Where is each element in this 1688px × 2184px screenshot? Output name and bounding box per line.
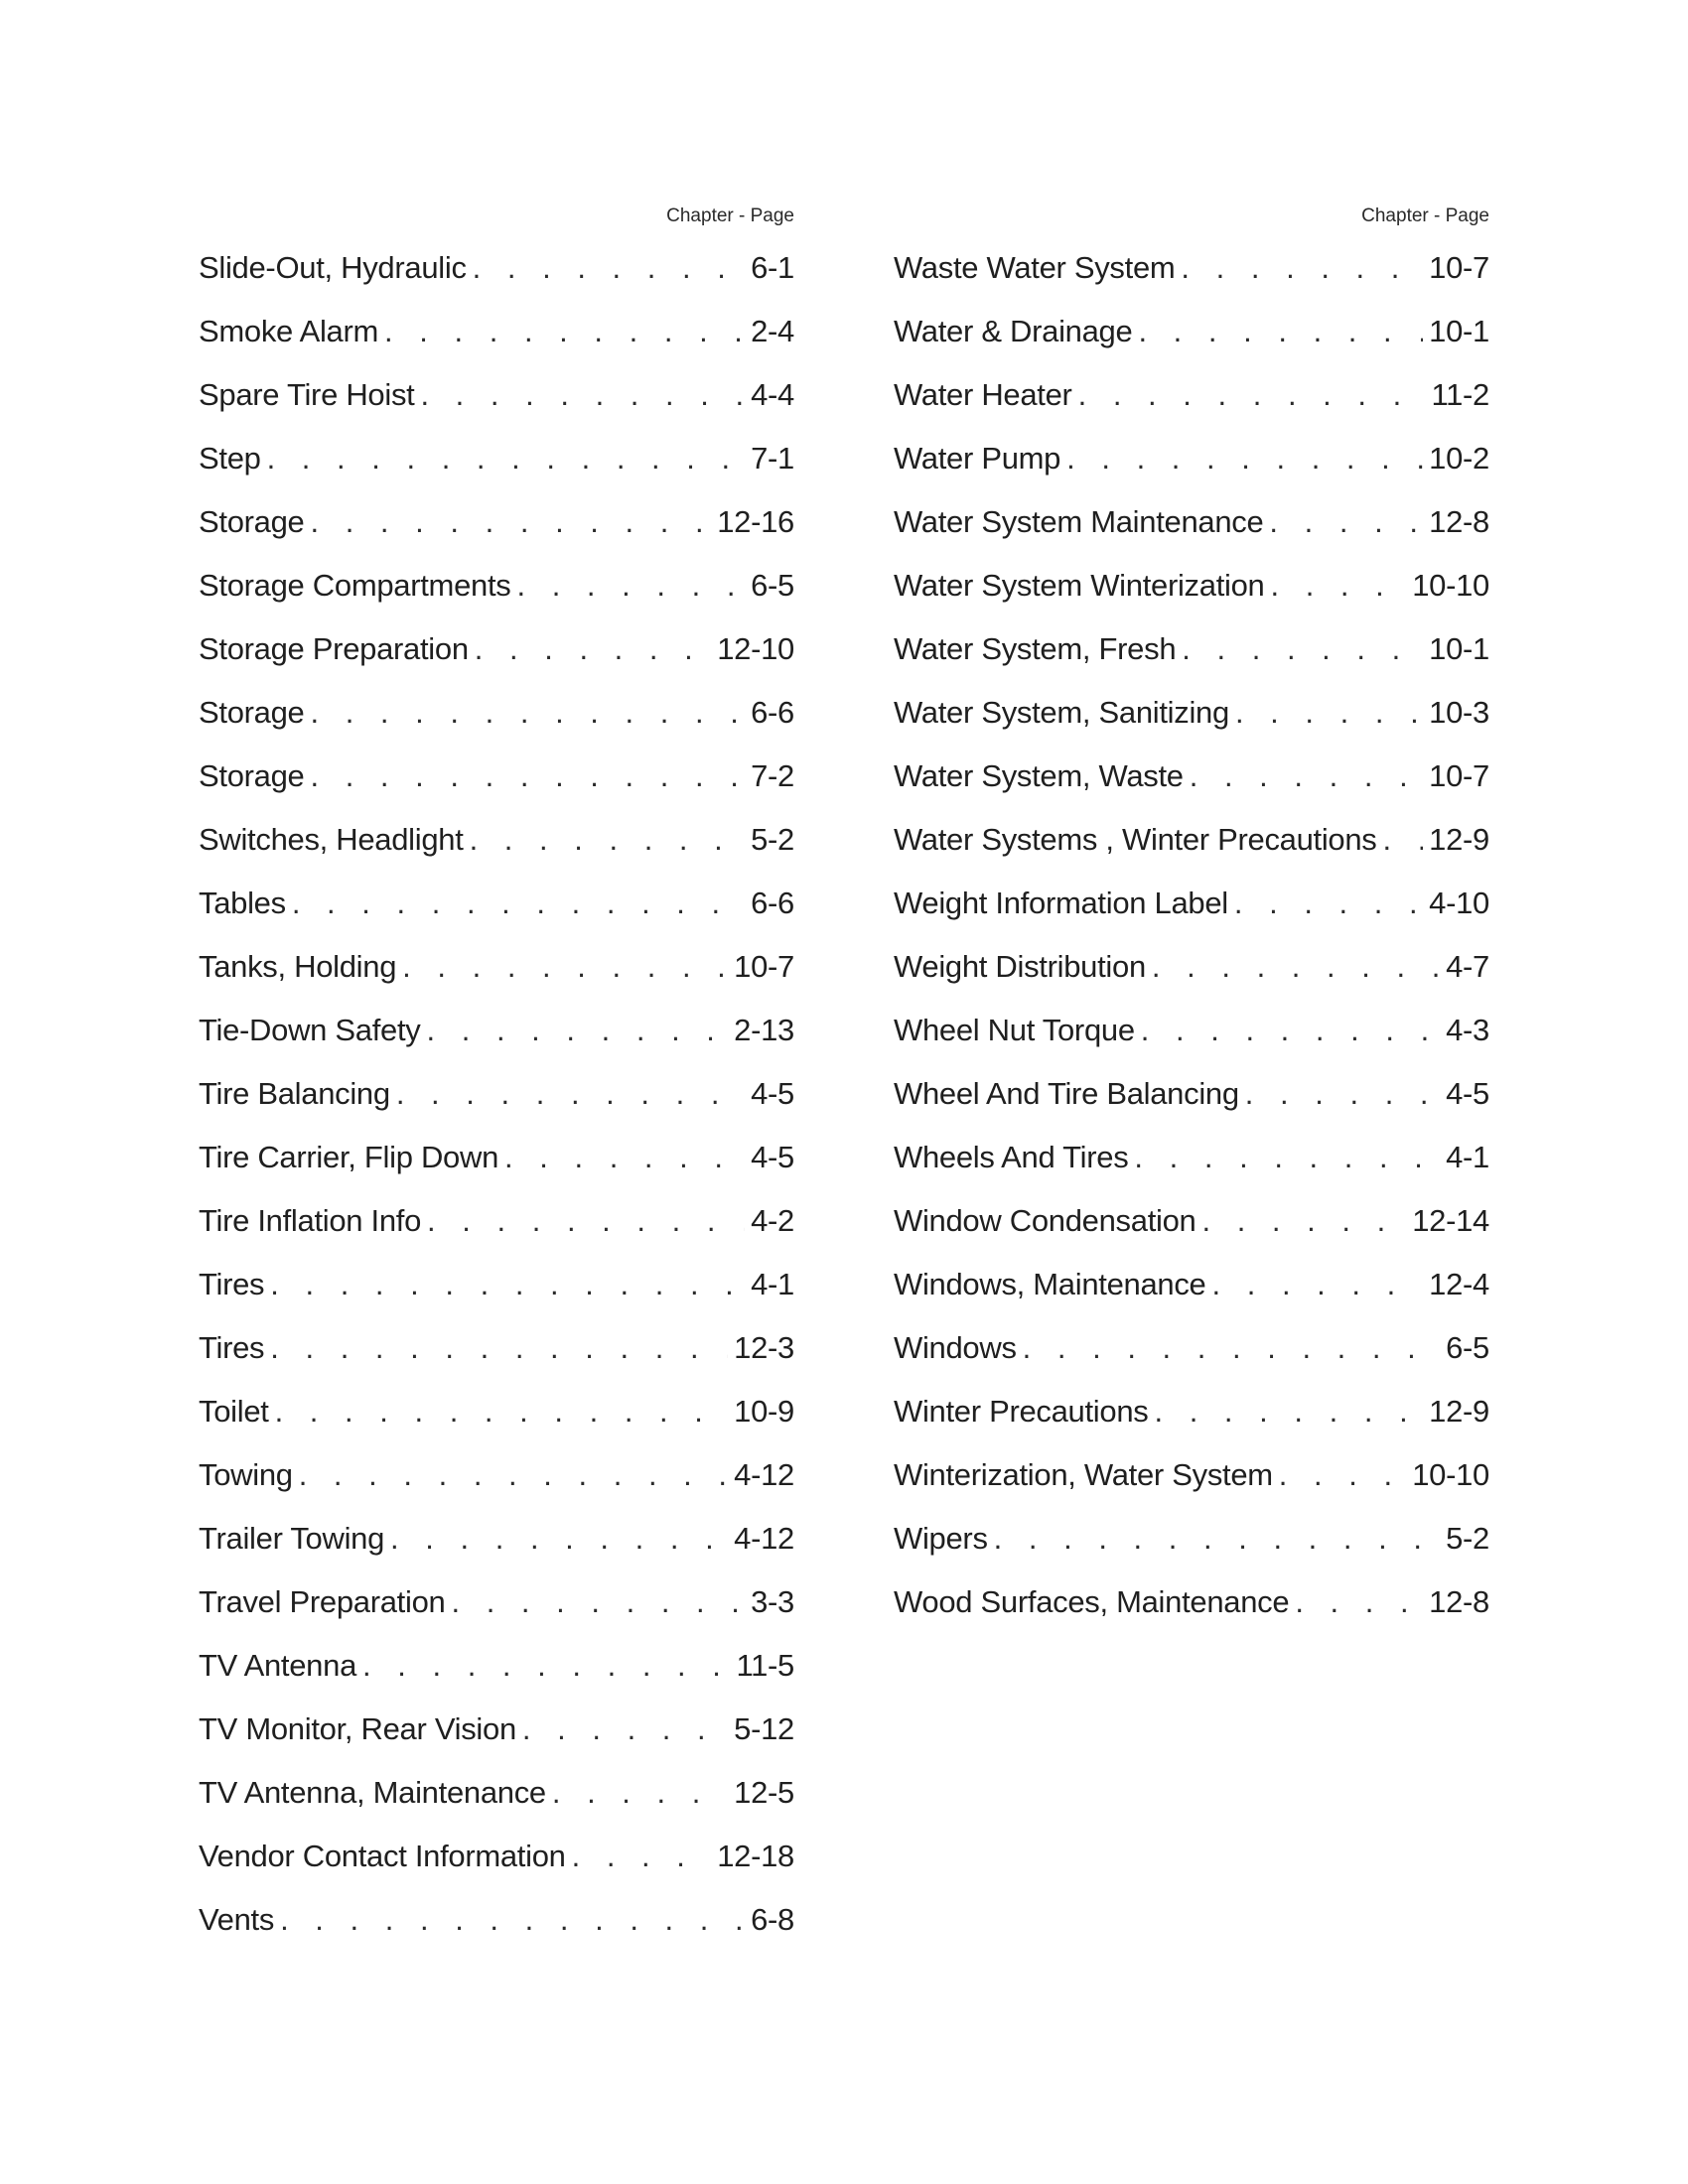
index-page-number: 4-4 — [751, 377, 794, 412]
index-page-number: 4-12 — [734, 1521, 794, 1556]
index-page-number: 4-1 — [751, 1267, 794, 1301]
index-page-number: 5-2 — [1446, 1521, 1489, 1556]
index-term: Water System Winterization — [894, 568, 1265, 603]
dot-leader — [310, 681, 745, 745]
index-term: Tire Inflation Info — [199, 1203, 422, 1238]
dot-leader — [473, 236, 745, 300]
index-term: Weight Distribution — [894, 949, 1146, 984]
index-page-number: 5-12 — [734, 1711, 794, 1746]
index-term: Tie-Down Safety — [199, 1013, 421, 1047]
index-entry — [894, 1570, 1489, 1634]
index-term: Windows — [894, 1330, 1017, 1365]
index-term: Storage — [199, 695, 305, 730]
index-entry — [199, 1570, 794, 1634]
index-entry-list — [894, 236, 1489, 1634]
index-term: Weight Information Label — [894, 886, 1228, 920]
index-term: Tires — [199, 1267, 265, 1301]
index-entry — [199, 1825, 794, 1888]
index-page-number: 12-5 — [734, 1775, 794, 1810]
dot-leader — [396, 1062, 745, 1126]
index-entry — [894, 872, 1489, 935]
index-page-number: 10-1 — [1429, 631, 1489, 666]
index-page-number: 6-5 — [1446, 1330, 1489, 1365]
dot-leader — [270, 1316, 728, 1380]
index-page-number: 12-3 — [734, 1330, 794, 1365]
index-entry — [199, 1126, 794, 1189]
index-entry — [894, 808, 1489, 872]
index-entry — [894, 1316, 1489, 1380]
index-page-number: 2-4 — [751, 314, 794, 348]
index-page-number: 10-1 — [1429, 314, 1489, 348]
dot-leader — [1134, 1126, 1440, 1189]
index-entry — [199, 1698, 794, 1761]
index-page-number: 4-5 — [751, 1140, 794, 1174]
dot-leader — [270, 1253, 745, 1316]
index-page-number: 12-10 — [717, 631, 794, 666]
index-term: Water System, Waste — [894, 758, 1184, 793]
index-page-number: 7-1 — [751, 441, 794, 476]
index-term: Waste Water System — [894, 250, 1176, 285]
index-term: Water System, Sanitizing — [894, 695, 1229, 730]
index-entry — [199, 808, 794, 872]
index-page-number: 4-12 — [734, 1457, 794, 1492]
dot-leader — [1269, 490, 1423, 554]
index-entry — [199, 363, 794, 427]
index-entry — [199, 872, 794, 935]
index-entry — [894, 1380, 1489, 1443]
index-entry — [894, 1189, 1489, 1253]
index-term: Towing — [199, 1457, 293, 1492]
dot-leader — [362, 1634, 730, 1698]
dot-leader — [1383, 808, 1424, 872]
index-term: Tanks, Holding — [199, 949, 397, 984]
index-entry — [199, 1189, 794, 1253]
dot-leader — [1270, 554, 1406, 617]
index-entry — [199, 1761, 794, 1825]
index-term: Water Heater — [894, 377, 1072, 412]
dot-leader — [1138, 300, 1423, 363]
dot-leader — [1235, 681, 1423, 745]
dot-leader — [427, 999, 729, 1062]
index-page-number: 4-7 — [1446, 949, 1489, 984]
index-page-number: 6-5 — [751, 568, 794, 603]
index-column-right — [894, 202, 1489, 1634]
index-term: Wheels And Tires — [894, 1140, 1129, 1174]
dot-leader — [451, 1570, 745, 1634]
index-entry-list — [199, 236, 794, 1952]
index-page-number: 10-7 — [734, 949, 794, 984]
dot-leader — [1182, 617, 1423, 681]
index-term: Slide-Out, Hydraulic — [199, 250, 467, 285]
index-entry — [894, 1062, 1489, 1126]
index-entry — [199, 745, 794, 808]
index-term: Storage — [199, 758, 305, 793]
dot-leader — [390, 1507, 728, 1570]
index-page-number: 10-10 — [1412, 1457, 1489, 1492]
index-term: Storage Preparation — [199, 631, 469, 666]
dot-leader — [275, 1380, 729, 1443]
index-entry — [199, 300, 794, 363]
dot-leader — [1078, 363, 1426, 427]
index-entry — [199, 1507, 794, 1570]
index-entry — [199, 554, 794, 617]
index-entry — [894, 236, 1489, 300]
index-entry — [199, 427, 794, 490]
dot-leader — [504, 1126, 745, 1189]
dot-leader — [427, 1189, 745, 1253]
index-entry — [894, 427, 1489, 490]
index-page-number: 11-5 — [736, 1648, 794, 1683]
index-page-number: 12-9 — [1429, 822, 1489, 857]
index-term: Tire Carrier, Flip Down — [199, 1140, 499, 1174]
index-page-number: 5-2 — [751, 822, 794, 857]
dot-leader — [572, 1825, 712, 1888]
index-term: Step — [199, 441, 261, 476]
index-entry — [894, 681, 1489, 745]
index-entry — [894, 617, 1489, 681]
dot-leader — [384, 300, 745, 363]
dot-leader — [267, 427, 746, 490]
dot-leader — [522, 1698, 728, 1761]
dot-leader — [420, 363, 745, 427]
index-page-number: 6-8 — [751, 1902, 794, 1937]
index-page-number: 12-18 — [717, 1839, 794, 1873]
index-page-number: 3-3 — [751, 1584, 794, 1619]
index-entry — [199, 236, 794, 300]
index-page-number: 4-10 — [1429, 886, 1489, 920]
index-entry — [199, 935, 794, 999]
dot-leader — [475, 617, 711, 681]
index-term: Trailer Towing — [199, 1521, 385, 1556]
dot-leader — [1234, 872, 1423, 935]
index-entry — [894, 745, 1489, 808]
index-term: Toilet — [199, 1394, 269, 1429]
index-page-number: 10-2 — [1429, 441, 1489, 476]
index-page-number: 7-2 — [751, 758, 794, 793]
index-term: Water Systems , Winter Precautions — [894, 822, 1377, 857]
dot-leader — [310, 490, 711, 554]
dot-leader — [1295, 1570, 1423, 1634]
index-entry — [894, 554, 1489, 617]
dot-leader — [1181, 236, 1423, 300]
index-term: Water & Drainage — [894, 314, 1133, 348]
index-entry — [199, 617, 794, 681]
index-term: Storage — [199, 504, 305, 539]
index-term: Smoke Alarm — [199, 314, 379, 348]
index-term: Tire Balancing — [199, 1076, 390, 1111]
dot-leader — [516, 554, 745, 617]
index-entry — [199, 1443, 794, 1507]
dot-leader — [1201, 1189, 1406, 1253]
dot-leader — [1023, 1316, 1440, 1380]
index-column-left — [199, 202, 794, 1952]
index-entry — [199, 1634, 794, 1698]
index-page-number: 6-1 — [751, 250, 794, 285]
index-term: Wheel And Tire Balancing — [894, 1076, 1239, 1111]
dot-leader — [1066, 427, 1423, 490]
index-page-number: 4-5 — [1446, 1076, 1489, 1111]
index-page-number: 6-6 — [751, 695, 794, 730]
index-term: Storage Compartments — [199, 568, 511, 603]
index-term: Winter Precautions — [894, 1394, 1149, 1429]
index-entry — [199, 999, 794, 1062]
dot-leader — [1212, 1253, 1424, 1316]
index-entry — [894, 1443, 1489, 1507]
index-term: Water System, Fresh — [894, 631, 1177, 666]
index-page-number: 10-7 — [1429, 758, 1489, 793]
index-term: Windows, Maintenance — [894, 1267, 1206, 1301]
index-page-number: 10-7 — [1429, 250, 1489, 285]
index-entry — [199, 1062, 794, 1126]
index-term: Wheel Nut Torque — [894, 1013, 1135, 1047]
index-entry — [199, 681, 794, 745]
index-entry — [894, 490, 1489, 554]
index-term: TV Antenna, Maintenance — [199, 1775, 546, 1810]
index-page-number: 12-9 — [1429, 1394, 1489, 1429]
dot-leader — [299, 1443, 728, 1507]
index-term: Switches, Headlight — [199, 822, 464, 857]
dot-leader — [1141, 999, 1440, 1062]
index-page-number: 4-2 — [751, 1203, 794, 1238]
index-term: TV Monitor, Rear Vision — [199, 1711, 516, 1746]
index-entry — [199, 1316, 794, 1380]
dot-leader — [1152, 935, 1440, 999]
index-page-number: 4-1 — [1446, 1140, 1489, 1174]
index-entry — [894, 1507, 1489, 1570]
index-page-number: 12-14 — [1412, 1203, 1489, 1238]
index-term: Travel Preparation — [199, 1584, 446, 1619]
dot-leader — [470, 808, 746, 872]
dot-leader — [292, 872, 745, 935]
index-page-number: 12-16 — [717, 504, 794, 539]
index-page-number: 2-13 — [734, 1013, 794, 1047]
index-term: Vendor Contact Information — [199, 1839, 566, 1873]
index-entry — [894, 935, 1489, 999]
index-term: Water Pump — [894, 441, 1061, 476]
index-entry — [199, 1380, 794, 1443]
index-page-number: 12-8 — [1429, 504, 1489, 539]
index-term: TV Antenna — [199, 1648, 357, 1683]
index-term: Wipers — [894, 1521, 988, 1556]
column-header: Chapter - Page — [666, 205, 794, 226]
index-page-number: 10-3 — [1429, 695, 1489, 730]
dot-leader — [280, 1888, 745, 1952]
index-entry — [199, 1888, 794, 1952]
index-page-number: 12-4 — [1429, 1267, 1489, 1301]
index-entry — [199, 1253, 794, 1316]
dot-leader — [1190, 745, 1423, 808]
dot-leader — [1279, 1443, 1406, 1507]
index-entry — [894, 999, 1489, 1062]
index-page-number: 4-5 — [751, 1076, 794, 1111]
dot-leader — [994, 1507, 1440, 1570]
index-term: Vents — [199, 1902, 275, 1937]
index-entry — [894, 363, 1489, 427]
index-term: Window Condensation — [894, 1203, 1196, 1238]
index-entry — [894, 300, 1489, 363]
index-term: Tables — [199, 886, 286, 920]
index-page-number: 6-6 — [751, 886, 794, 920]
index-page-number: 4-3 — [1446, 1013, 1489, 1047]
index-entry — [894, 1253, 1489, 1316]
index-term: Winterization, Water System — [894, 1457, 1273, 1492]
index-page-number: 10-9 — [734, 1394, 794, 1429]
dot-leader — [552, 1761, 728, 1825]
index-term: Water System Maintenance — [894, 504, 1264, 539]
index-page-number: 11-2 — [1431, 377, 1489, 412]
column-header: Chapter - Page — [1361, 205, 1489, 226]
dot-leader — [402, 935, 728, 999]
dot-leader — [1154, 1380, 1423, 1443]
index-page-number: 10-10 — [1412, 568, 1489, 603]
index-term: Tires — [199, 1330, 265, 1365]
index-entry — [199, 490, 794, 554]
index-term: Spare Tire Hoist — [199, 377, 415, 412]
index-entry — [894, 1126, 1489, 1189]
dot-leader — [1245, 1062, 1440, 1126]
index-term: Wood Surfaces, Maintenance — [894, 1584, 1290, 1619]
index-page-number: 12-8 — [1429, 1584, 1489, 1619]
dot-leader — [310, 745, 745, 808]
